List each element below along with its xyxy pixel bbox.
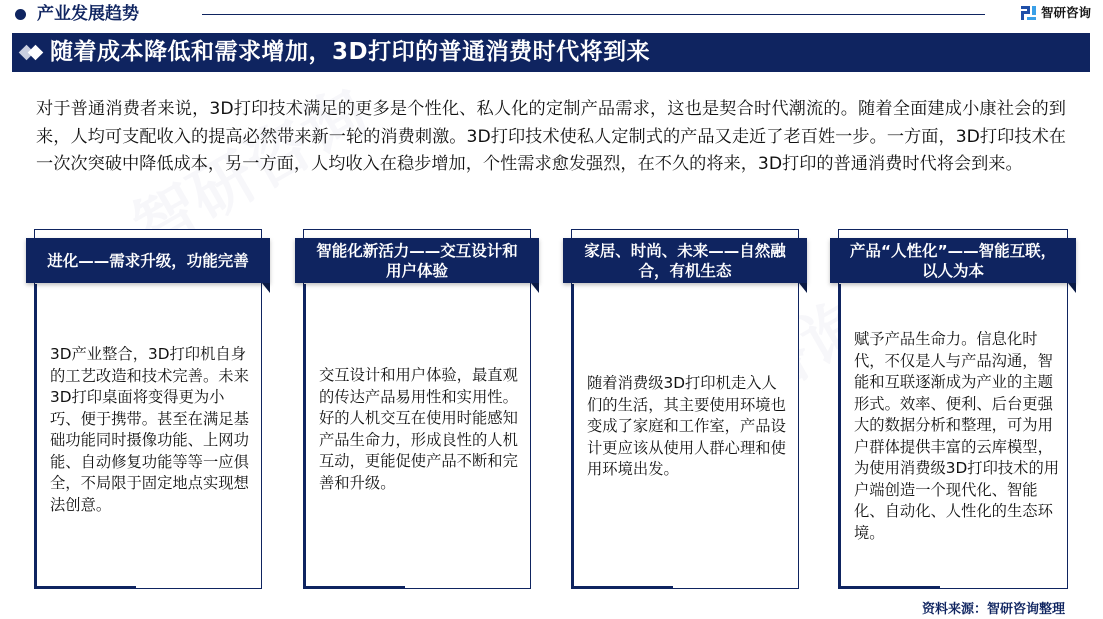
card-evolution [34,229,262,589]
card-header [26,238,270,283]
card-interaction [303,229,531,589]
section-title: 产业发展趋势 [37,4,139,24]
header-divider [202,14,985,15]
card-title: 智能化新活力——交互设计和用户体验 [316,241,518,280]
bullet-dot-icon [15,9,26,20]
card-humanization [838,229,1068,589]
card-home-fashion [571,229,799,589]
card-header [563,238,807,283]
card-body: 赋予产品生命力。信息化时代，不仅是人与产品沟通，智能和互联逐渐成为产业的主题形式。效率、便利、后台更强大的数据分析和整理，可为用户群体提供丰富的云库模型，为使用消费级3D打印技术的用户端创造一个现代化、智能化、自动化、人性化的生态环境。 [854,330,1060,542]
page-title: 随着成本降低和需求增加，3D打印的普通消费时代将到来 [50,39,651,65]
source-note: 资料来源：智研咨询整理 [921,602,1065,617]
brand-name: 智研咨询 [1040,5,1091,20]
brand [1021,4,1091,22]
card-header [295,238,539,283]
double-diamond-icon [18,43,48,63]
intro-paragraph: 对于普通消费者来说，3D打印技术满足的更多是个性化、私人化的定制产品需求，这也是契合时代潮流的。随着全面建成小康社会的到来，人均可支配收入的提高必然带来新一轮的消费刺激。3D打印技术使私人定制式的产品又走近了老百姓一步。一方面，3D打印技术在一次次突破中降低成本，另一方面，人均收入在稳步增加，个性需求愈发强烈，在不久的将来，3D打印的普通消费时代将会到来。 [36,99,1066,174]
section-header [0,0,1103,28]
card-title: 产品“人性化”——智能互联，以人为本 [849,241,1057,280]
card-title: 家居、时尚、未来——自然融合，有机生态 [584,241,786,280]
card-body: 随着消费级3D打印机走入人们的生活，其主要使用环境也变成了家庭和工作室，产品设计更应该从使用人群心理和使用环境出发。 [587,374,786,478]
card-header [830,238,1076,283]
card-body: 交互设计和用户体验，最直观的传达产品易用性和实用性。好的人机交互在使用时能感知产品生命力，形成良性的人机互动，更能促使产品不断和完善和升级。 [319,366,518,492]
zhiyan-logo-icon [1021,5,1037,21]
title-banner [12,33,1090,72]
card-title: 进化——需求升级，功能完善 [47,251,249,270]
card-body: 3D产业整合，3D打印机自身的工艺改造和技术完善。未来3D打印桌面将变得更为小巧、便于携带。甚至在满足基础功能同时摄像功能、上网功能、自动修复功能等等一应俱全，不局限于固定地点实现想法创意。 [50,345,249,514]
